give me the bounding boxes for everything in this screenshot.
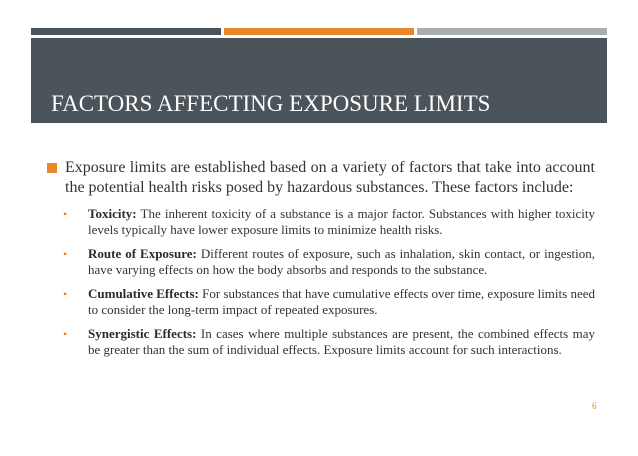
list-item-cumulative-effects (47, 286, 595, 318)
bullet-icon: • (63, 287, 68, 301)
factor-term: Toxicity: (88, 206, 137, 221)
factor-term: Cumulative Effects: (88, 286, 199, 301)
factor-term: Route of Exposure: (88, 246, 197, 261)
bullet-icon: • (63, 247, 68, 261)
bullet-icon: • (63, 207, 68, 221)
slide-content (47, 158, 595, 366)
page-number: 6 (592, 401, 597, 411)
accent-bar-orange (224, 28, 414, 35)
factor-text: Different routes of exposure, such as inhalation, skin contact, or ingestion, have varying effects on how the body absorbs and responds to the substance. (88, 246, 596, 277)
factor-text: The inherent toxicity of a substance is a major factor. Substances with higher toxicity levels typically have lower exposure limits to minimize health risks. (88, 206, 595, 237)
intro-text: Exposure limits are established based on a variety of factors that take into account the potential health risks posed by hazardous substances. These factors include: (65, 159, 595, 196)
list-item-toxicity (47, 206, 595, 238)
list-item-route-of-exposure (47, 246, 595, 278)
square-bullet-icon (47, 163, 57, 173)
top-accent-bars (31, 28, 607, 36)
accent-bar-dark (31, 28, 221, 35)
accent-bar-gray (417, 28, 607, 35)
intro-paragraph (47, 158, 595, 198)
factor-text: For substances that have cumulative effects over time, exposure limits need to consider the long-term impact of repeated exposures. (88, 286, 595, 317)
factors-list (47, 206, 595, 358)
list-item-synergistic-effects (47, 326, 595, 358)
bullet-icon: • (63, 327, 68, 341)
factor-text: In cases where multiple substances are present, the combined effects may be greater than the sum of individual effects. Exposure limits account for such interactions. (88, 326, 595, 357)
slide-title: FACTORS AFFECTING EXPOSURE LIMITS (51, 91, 491, 116)
title-band (31, 38, 607, 123)
factor-term: Synergistic Effects: (88, 326, 197, 341)
